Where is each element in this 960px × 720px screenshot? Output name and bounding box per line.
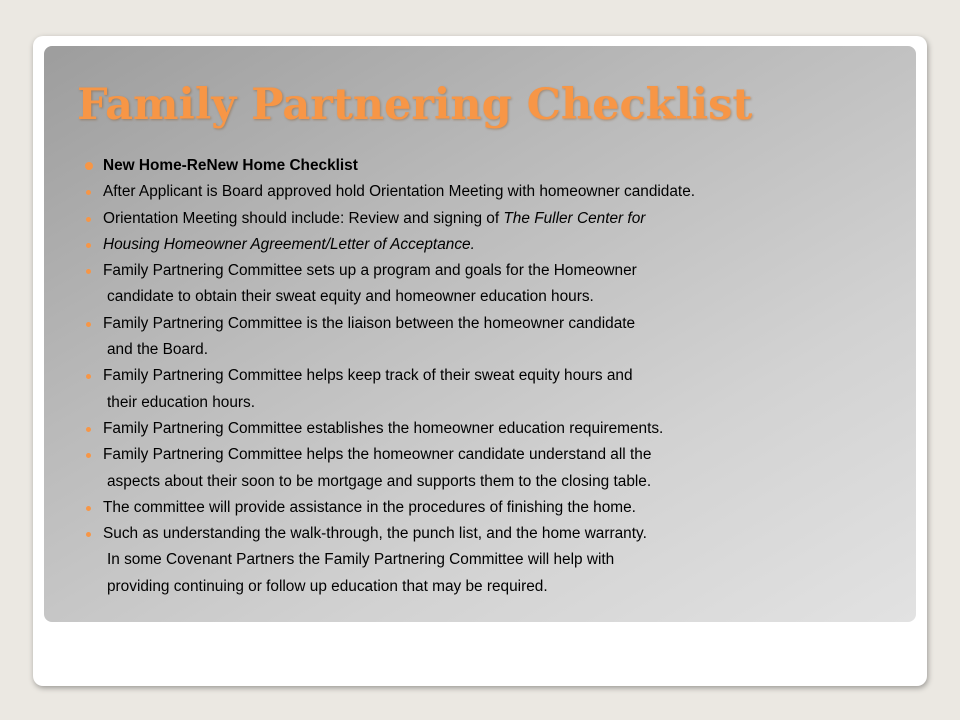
list-item-text: Family Partnering Committee is the liaison between the homeowner candidate [103, 314, 636, 332]
list-item-continuation [86, 284, 886, 310]
slide-title: Family Partnering Checklist [77, 80, 753, 130]
list-item-text: Such as understanding the walk-through, the punch list, and the home warranty. [103, 525, 647, 543]
list-item-text: Family Partnering Committee sets up a program and goals for the Homeowner [103, 262, 637, 280]
bullet-icon [86, 269, 91, 274]
bullet-icon [86, 506, 91, 511]
list-item [86, 442, 886, 468]
bullet-icon [86, 190, 91, 195]
bullet-icon [86, 374, 91, 379]
list-item-text: Family Partnering Committee establishes the homeowner education requirements. [103, 419, 664, 437]
list-item-italic-text: Housing Homeowner Agreement/Letter of Acceptance. [103, 235, 475, 253]
list-item-text: After Applicant is Board approved hold Orientation Meeting with homeowner candidate. [103, 183, 696, 201]
list-item [86, 495, 886, 521]
list-item [86, 311, 886, 337]
bullet-icon [85, 162, 93, 170]
list-item [86, 416, 886, 442]
list-item-text: providing continuing or follow up education that may be required. [107, 577, 548, 595]
list-item-text: aspects about their soon to be mortgage and supports them to the closing table. [107, 472, 652, 490]
bullet-icon [86, 532, 91, 537]
checklist [86, 153, 886, 600]
list-item-text: In some Covenant Partners the Family Partnering Committee will help with [107, 551, 615, 569]
list-item-text: Family Partnering Committee helps the homeowner candidate understand all the [103, 446, 652, 464]
checklist-heading: New Home-ReNew Home Checklist [103, 157, 358, 174]
list-item [86, 153, 886, 179]
list-item-continuation [86, 390, 886, 416]
list-item-text: their education hours. [107, 393, 256, 411]
list-item-text: Orientation Meeting should include: Review and signing of [103, 209, 504, 227]
list-item [86, 258, 886, 284]
bullet-icon [86, 427, 91, 432]
list-item [86, 363, 886, 389]
list-item [86, 179, 886, 205]
list-item-italic-text: The Fuller Center for [503, 209, 646, 227]
list-item [86, 206, 886, 232]
bullet-icon [86, 453, 91, 458]
bullet-icon [86, 243, 91, 248]
list-item-text: and the Board. [107, 341, 208, 359]
list-item-continuation [86, 469, 886, 495]
list-item-continuation [86, 337, 886, 363]
list-item-text: The committee will provide assistance in the procedures of finishing the home. [103, 498, 636, 516]
list-item-continuation [86, 574, 886, 600]
bullet-icon [86, 322, 91, 327]
list-item-text: Family Partnering Committee helps keep track of their sweat equity hours and [103, 367, 633, 385]
list-item [86, 232, 886, 258]
list-item-text: candidate to obtain their sweat equity and homeowner education hours. [107, 288, 594, 306]
list-item-continuation [86, 547, 886, 573]
bullet-icon [86, 217, 91, 222]
list-item [86, 521, 886, 547]
